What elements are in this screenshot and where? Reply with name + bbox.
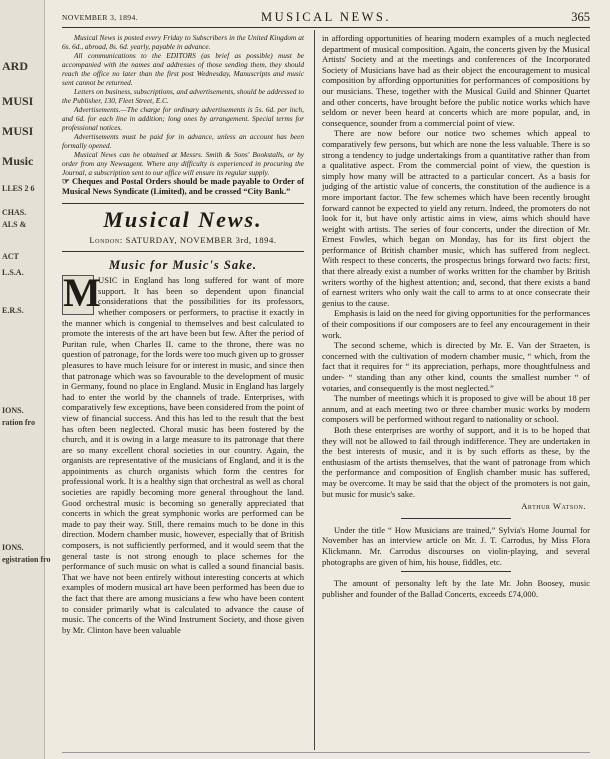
strip-text: Music [2, 154, 34, 168]
news-paragraph: Under the title “ How Musicians are trained,” Sylvia's Home Journal for November has an interview article on Mr. J. T. Carrodus, by Miss Flora Klickmann. Mr. Carrodus discourses on violin-playing, and several photographs are given of him, his house, fiddles, etc. [322, 524, 590, 567]
strip-text: IONS. [2, 406, 24, 415]
article-headline: Music for Music's Sake. [108, 257, 258, 272]
cheque-notice: ☞ Cheques and Postal Orders should be made payable to Order of Musical News Syndicate (Limited), and be crossed “City Bank.” [62, 177, 304, 196]
article-paragraph: The second scheme, which is directed by Mr. E. Van der Straeten, is concerned with the cultivation of modern chamber music, “ which, from the fact that it requires for “ its appreciation, perhaps, more thoughtfulness and under- “ standing than any other kind, counts the smallest number “ of votaries, and consequently is the most neglected.” [322, 340, 590, 393]
divider [401, 518, 511, 519]
article-paragraph: Emphasis is laid on the need for giving opportunities for the performances of their compositions if our composers are to feel any encouragement in their work. [322, 308, 590, 340]
strip-text: CHAS. [2, 208, 27, 217]
notice: All communications to the EDITORS (as brief as possible) must be accompanied with the names and addresses of those sending them, they should reach the office no later than the first post Wednesday, Manuscripts and music sent cannot be returned. [62, 51, 304, 87]
dateline-place: London: [89, 235, 123, 245]
news-paragraph: The amount of personalty left by the late Mr. John Boosey, music publisher and founder of the Ballad Concerts, exceeds £74,000. [322, 578, 590, 599]
article-paragraph: Both these enterprises are worthy of support, and it is to be hoped that they will not be allowed to fail through indifference. They are undertaken in the best interests of music, and it is by such efforts as these, by the enthusiasm of the artists themselves, that the want of patronage from which the performance and composition of English chamber music has suffered, may be overcome. It may be said that the object of the promoters is not gain, but music for music's sake. [322, 424, 590, 499]
column-rule [314, 30, 315, 750]
notice: Musical News is posted every Friday to Subscribers in the United Kingdom at 6s. 6d., abroad, 8s. 6d. yearly, payable in advance. [62, 33, 304, 51]
strip-text: ARD [2, 59, 28, 73]
strip-text: egistration fro [2, 555, 51, 564]
header-rule [62, 27, 590, 28]
strip-text: E.R.S. [2, 306, 24, 315]
notice: Musical News can be obtained at Messrs. Smith & Sons' Bookstalls, or by order from any Newsagent. Where any difficulty is experienced in procuring the Journal, a subscription sent to our office will ensure its regular supply. [62, 150, 304, 177]
article-paragraph: in affording opportunities of hearing modern examples of a much neglected department of musical composition. Again, the concerts given by the Musical Artists' Society and at the meetings and conferences of the Incorporated Society of Musicians have had as their object the encouragement to musical composition by affording opportunities for performances of compositions by our musicians. These, together with the Musical Guild and Shinner Quartet and other concerts, have brought before the public notice works which have seldom or never been heard at concerts which are more popular, and, in consequence, sounder from a commercial point of view. [322, 33, 590, 128]
page-number: 365 [571, 10, 590, 24]
dateline-date: SATURDAY, NOVEMBER 3rd, 1894. [125, 235, 277, 245]
dateline [62, 235, 304, 246]
notice: Advertisements.—The charge for ordinary advertisements is 5s. 6d. per inch, and 6d. for each line in addition; long ones by arrangement. Special terms for professional notices. [62, 105, 304, 132]
newspaper-page [47, 0, 610, 759]
drop-cap: M [63, 270, 101, 316]
article-paragraph: The number of meetings which it is proposed to give will be about 18 per annum, and at each meeting two or three chamber music works by modern composers will be performed without regard to nationality or school. [322, 393, 590, 425]
header-date: NOVEMBER 3, 1894. [62, 13, 138, 22]
article-paragraph: There are now before our notice two schemes which appeal to comparatively few persons, but which are none the less valuable. There is so strong a tendency to judge undertakings from a quantitative rather than from a qualitative aspect. From the commercial point of view, the question is simply how many will be attracted to a particular concert. As a basis for judging of the artistic value of concerts, the constitution of the audience is a more important factor. The few schemes which have been recently brought forward cannot be expected to yield any return. Indeed, the promoters do not look for it, but have only artistic aims in view, aims which should have weight with artists. The series of four concerts, under the direction of Mr. Ernest Fowles, which began on Monday, has for its first object the performance of British chamber music, which has suffered from neglect. With respect to these concerts, the prospectus brings forward two facts: first, that there already exist a number of works written for the chamber by British writers worthy of the highest attention; and, second, that there exists a band of earnest writers who only wait the call to arms to at once consecrate their genius to the cause. [322, 128, 590, 308]
divider [62, 203, 304, 204]
strip-text: ACT [2, 252, 19, 261]
right-column [322, 33, 590, 599]
divider [401, 571, 511, 572]
author-signature: Arthur Watson. [521, 501, 586, 512]
running-header [62, 10, 590, 28]
notice: Advertisements must be paid for in advance, unless an account has been formally opened. [62, 132, 304, 150]
strip-text: L.S.A. [2, 268, 24, 277]
adjacent-page-strip [0, 0, 51, 759]
notice: Letters on business, subscriptions, and advertisements, should be addressed to the Publisher, 130, Fleet Street, E.C. [62, 87, 304, 105]
bottom-rule [62, 752, 590, 753]
strip-text: LLES 2 6 [2, 184, 35, 193]
header-title: MUSICAL NEWS. [261, 10, 391, 24]
strip-text: ration fro [2, 418, 35, 427]
strip-text: MUSI [2, 124, 34, 138]
subscription-notices [62, 33, 304, 177]
divider [62, 251, 304, 252]
strip-text: IONS. [2, 543, 24, 552]
strip-text: ALS & [2, 220, 27, 229]
left-column [62, 33, 304, 635]
strip-text: MUSI [2, 94, 34, 108]
article-paragraph: USIC in England has long suffered for want of more support. It has been so dependent upon financial considerations that the possibilities for its professors, whether composers or performers, to practise it exactly in the manner which is congenial to themselves and best calculated to promote the interests of the art have been but few. After the period of Puritan rule, when Charles II. came to the throne, there was no question of patronage, for the lords were too much given up to grosser pleasures to have much leisure for or interest in music, and since then that patronage which was so favourable to the development of music in Germany, found no place in England. Music in England has largely had to enter the world by the channels of trade. Enterprises, with comparatively few exceptions, have been considered from the point of view of financial success. And this has led to the result that the best has often been neglected. Choral music has been fostered by the church, and it is owing in a large measure to its patronage that there are so many excellent choral societies in our country. Again, the organists are representative of the musicians of England, and it is the appointments as church organists which form the centres for professional work. It is a healthy sign that orchestral as well as choral societies are rapidly becoming more general throughout the land. Good orchestral music is becoming so generally appreciated that concerts in which the great symphonic works are performed can be made to pay their way. Still, there remains much to be done in this direction. Modern chamber music, however, especially that of British composers, is not sufficiently performed, and it would seem that the general taste is not strong enough to place schemes for the performance of such music on what is called a sound financial basis. That we have not been entirely without interesting concerts at which examples of modern musical art have been performed has been due to the fact that there are among musicians a few who have been content to consider primarily what is calculated to advance the cause of music. The concerts of the Wind Instrument Society, and those given by Mr. Clinton have been valuable [62, 275, 304, 635]
masthead: Musical News. [103, 207, 263, 232]
